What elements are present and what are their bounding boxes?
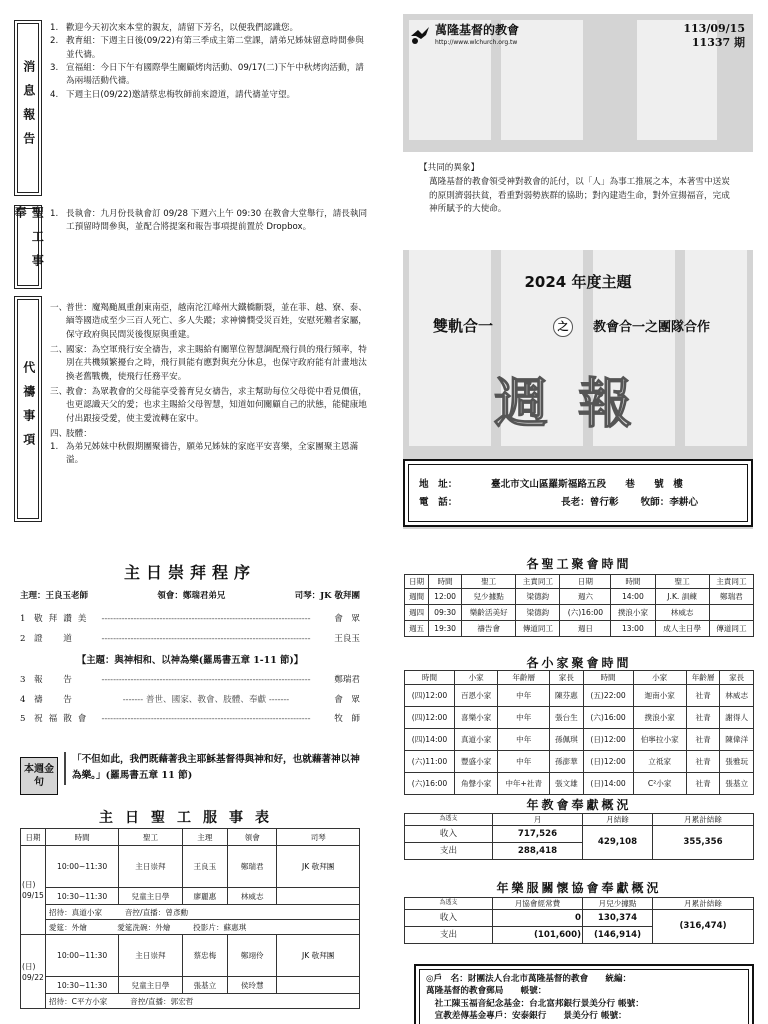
ministry-header-cell: 時間 bbox=[429, 575, 462, 589]
cells-cell: 社青 bbox=[686, 707, 720, 729]
annual-title: 年教會奉獻概況 bbox=[526, 798, 632, 812]
item-number: 1. bbox=[50, 23, 59, 33]
item-text: 國家：為空軍飛行安全禱告，求主賜給有關單位智慧調配飛行員的飛行頻率，特別在共機頻繁擾台之時，飛行員能有應對與充分休息，也保守政府能有計畫地汰換老舊戰機，使飛行任務平安。 bbox=[66, 344, 367, 382]
music-head-col: 月兒少據點 bbox=[583, 898, 653, 910]
cells-table bbox=[404, 670, 754, 795]
music-head-col: 月協會經常費 bbox=[493, 898, 583, 910]
service-date: (日) 09/22 bbox=[21, 935, 46, 1009]
service-cell bbox=[277, 977, 360, 994]
item-text: 教會：為眾教會的父母能享受養育兒女禱告，求主幫助每位父母從中看見價值，也更認識天父的愛；也求主賜給父母智慧，知道如何關顧自己的狀態，能健康地付出跟接受愛，使主愛流轉在家中。 bbox=[66, 386, 367, 424]
issue-date: 113/09/15 bbox=[683, 22, 745, 35]
cells-cell: 中年 bbox=[498, 751, 550, 773]
ministry-cell: 林威志 bbox=[655, 605, 709, 621]
order-number: 3 bbox=[20, 675, 26, 685]
ministry-cell: 13:00 bbox=[611, 621, 655, 637]
service-cell: 蔡忠梅 bbox=[182, 935, 227, 977]
music-expense-a: (101,600) bbox=[493, 927, 583, 944]
cells-cell: 孫澎華 bbox=[550, 751, 584, 773]
annual-row-label: 收入 bbox=[405, 826, 493, 843]
service-table bbox=[20, 828, 360, 1009]
cells-cell: (五)22:00 bbox=[583, 685, 633, 707]
cells-title: 各小家聚會時間 bbox=[526, 656, 632, 670]
cells-cell: 林威志 bbox=[720, 685, 754, 707]
annual-table bbox=[404, 813, 754, 860]
cells-cell: 中年 bbox=[498, 685, 550, 707]
service-cell: 兒童主日學 bbox=[119, 888, 182, 905]
ministry-cell: 週五 bbox=[405, 621, 429, 637]
service-cell: 10:00~11:30 bbox=[45, 846, 118, 888]
cells-cell: 社青 bbox=[686, 685, 720, 707]
memory-verse-label: 本週金句 bbox=[20, 757, 58, 795]
announcements-label: 消息報告 bbox=[14, 20, 42, 196]
order-person: 鄭瑞君 bbox=[334, 675, 360, 685]
cells-cell: 社青 bbox=[686, 751, 720, 773]
cells-cell: 張文雄 bbox=[550, 773, 584, 795]
prayer-item bbox=[50, 302, 372, 342]
service-header-cell: 領會 bbox=[228, 829, 277, 846]
ministry-cell: 成人主日學 bbox=[655, 621, 709, 637]
service-header-cell: 日期 bbox=[21, 829, 46, 846]
account-line: ◎戶 名：財團法人台北市萬隆基督的教會 統編： bbox=[426, 974, 632, 984]
ministry-cell: 兒少據點 bbox=[462, 589, 516, 605]
cells-header-cell: 小家 bbox=[454, 671, 497, 685]
mission-text: 萬隆基督的教會領受神對教會的託付，以「人」為事工推展之本，本著雪中送炭的原則濟弱扶貧，看重對弱勢族群的協助；對內建造生命，對外宣揚福音，完成神所賦予的大使命。 bbox=[429, 176, 730, 215]
service-cell: 鄭翊伶 bbox=[228, 935, 277, 977]
prayer-label: 代禱事項 bbox=[14, 296, 42, 522]
order-item: 證 道 bbox=[34, 634, 78, 644]
item-text: 教育組：下週主日後(09/22)有第三季成主第二堂課，請弟兄姊妹留意時間參與並代禱。 bbox=[66, 36, 364, 60]
ministry-cell: 撲浪小家 bbox=[611, 605, 655, 621]
cells-cell: 社青 bbox=[686, 773, 720, 795]
phone-label: 電 話： bbox=[419, 497, 458, 509]
music-income-b: 130,374 bbox=[583, 910, 653, 927]
announcements-item bbox=[50, 35, 372, 62]
service-cell: JK 敬拜團 bbox=[277, 846, 360, 888]
service-date: (日) 09/15 bbox=[21, 846, 46, 935]
cells-cell: (四)12:00 bbox=[405, 707, 455, 729]
church-url[interactable]: http://www.wlchurch.org.tw bbox=[435, 39, 518, 47]
service-row bbox=[21, 846, 360, 888]
cells-header-cell: 家長 bbox=[720, 671, 754, 685]
ministry-cell: 19:30 bbox=[429, 621, 462, 637]
account-line: 宣教差傳基金專戶：安泰銀行 景美分行 帳號： bbox=[426, 1011, 627, 1022]
worship-pianist: 司琴：JK 敬拜團 bbox=[294, 591, 360, 601]
item-number: 1. bbox=[50, 209, 59, 219]
cells-header-row bbox=[405, 671, 754, 685]
service-note-row bbox=[21, 905, 360, 920]
cells-cell: (四)12:00 bbox=[405, 685, 455, 707]
ministry-header-cell: 聖工 bbox=[462, 575, 516, 589]
item-text: 宣福組：今日下午有國際學生關顧烤肉活動、09/17(二)下午中秋烤肉活動，請為兩場活動代禱。 bbox=[66, 62, 364, 87]
worship-roles bbox=[20, 590, 360, 602]
order-leader-dots: ------------------------------------------------------------------------ bbox=[101, 714, 311, 724]
item-text: 長執會：九月份長執會訂 09/28 下週六上午 09:30 在教會大堂舉行，請長執同工預留時間參與，並配合將提案和報告事項提前置於 Dropbox。 bbox=[66, 209, 368, 233]
annual-head-col: 月累計結餘 bbox=[653, 814, 754, 826]
cells-cell: 張台生 bbox=[550, 707, 584, 729]
cells-cell: (日)14:00 bbox=[583, 773, 633, 795]
worship-leader: 主理：王良玉老師 bbox=[20, 591, 89, 601]
order-number: 4 bbox=[20, 695, 26, 705]
order-detail: 普世、國家、教會、肢體、奉獻 bbox=[145, 695, 267, 705]
service-title: 主日聖工服事表 bbox=[99, 810, 281, 826]
item-text: 為弟兄姊妹中秋假期團聚禱告，願弟兄姊妹的家庭平安喜樂，全家團聚主恩滿溢。 bbox=[66, 442, 359, 466]
cells-cell: 陳芬惠 bbox=[550, 685, 584, 707]
cells-cell: 真道小家 bbox=[454, 729, 497, 751]
annual-balance: 429,108 bbox=[583, 826, 653, 860]
cells-row bbox=[405, 773, 754, 795]
announcements-item bbox=[50, 89, 372, 102]
cells-cell: (六)16:00 bbox=[583, 707, 633, 729]
order-item: 禱 告 bbox=[34, 695, 78, 705]
service-cell: 林威志 bbox=[228, 888, 277, 905]
deacons-list bbox=[50, 208, 372, 235]
issue-info bbox=[683, 22, 745, 51]
cells-cell: (日)12:00 bbox=[583, 751, 633, 773]
cells-header-cell: 時間 bbox=[405, 671, 455, 685]
sermon-theme: 【主題：與神相和、以神為樂(羅馬書五章 1-11 節)】 bbox=[76, 655, 304, 666]
cells-cell: 社青 bbox=[686, 729, 720, 751]
cells-cell: 迦南小家 bbox=[633, 685, 686, 707]
music-cumulative: (316,474) bbox=[653, 910, 754, 944]
announcements-item bbox=[50, 22, 372, 35]
ministry-cell: 傳道同工 bbox=[709, 621, 753, 637]
cells-cell: 孫佩琪 bbox=[550, 729, 584, 751]
service-note: 招待：C平方小家 音控/直播：郭宏哲 bbox=[45, 994, 359, 1009]
ministry-title: 各聖工聚會時間 bbox=[526, 557, 632, 571]
order-leader-dots: ------- 普世、國家、教會、肢體、奉獻 ------- bbox=[122, 695, 290, 705]
service-cell: 10:30~11:30 bbox=[45, 888, 118, 905]
ministry-header-cell: 主責同工 bbox=[516, 575, 560, 589]
dove-logo-icon bbox=[409, 24, 431, 46]
service-row bbox=[21, 935, 360, 977]
ministry-header-cell: 主責同工 bbox=[709, 575, 753, 589]
ministry-cell: 週日 bbox=[560, 621, 611, 637]
cells-cell: 中年 bbox=[498, 707, 550, 729]
music-row-label: 支出 bbox=[405, 927, 493, 944]
account-line: 萬隆基督的教會郵局 帳號： bbox=[426, 986, 547, 997]
item-number: 4. bbox=[50, 89, 59, 100]
annual-cumulative: 355,356 bbox=[653, 826, 754, 860]
ministry-cell: 週四 bbox=[405, 605, 429, 621]
music-income-a: 0 bbox=[493, 910, 583, 927]
ministry-header-cell: 時間 bbox=[611, 575, 655, 589]
cells-cell: 張雅玩 bbox=[720, 751, 754, 773]
cells-cell: 中年 bbox=[498, 729, 550, 751]
church-name: 萬隆基督的教會 bbox=[435, 23, 520, 37]
ministry-header-cell: 日期 bbox=[405, 575, 429, 589]
ministry-header-cell: 聖工 bbox=[655, 575, 709, 589]
address-label: 地 址： bbox=[419, 479, 458, 490]
service-cell: 鄭瑞君 bbox=[228, 846, 277, 888]
prayer-list bbox=[50, 302, 372, 468]
ministry-header-cell: 日期 bbox=[560, 575, 611, 589]
order-number: 5 bbox=[20, 714, 26, 724]
mission-statement bbox=[403, 152, 753, 250]
order-person: 牧 師 bbox=[334, 714, 360, 724]
ministry-cell: 12:00 bbox=[429, 589, 462, 605]
cells-row bbox=[405, 685, 754, 707]
service-cell: 主日崇拜 bbox=[119, 846, 182, 888]
ministry-cell: 梁德鈞 bbox=[516, 589, 560, 605]
ministry-row bbox=[405, 589, 754, 605]
ministry-cell: 禱告會 bbox=[462, 621, 516, 637]
deacons-item bbox=[50, 208, 372, 235]
deacons-label: 聖工事奉 bbox=[14, 205, 42, 289]
worship-order-row bbox=[20, 694, 360, 706]
church-logo bbox=[409, 22, 519, 48]
cells-cell: 角聲小家 bbox=[454, 773, 497, 795]
service-cell: 侯玲慧 bbox=[228, 977, 277, 994]
prayer-item bbox=[50, 386, 372, 426]
cells-cell: 喜樂小家 bbox=[454, 707, 497, 729]
ministry-cell: 傳道同工 bbox=[516, 621, 560, 637]
prayer-item bbox=[50, 441, 372, 468]
bulletin-title: 週報 bbox=[494, 371, 662, 435]
item-text: 歡迎今天初次來本堂的親友，請留下芳名，以便我們認識您。 bbox=[66, 23, 299, 33]
service-note-row bbox=[21, 994, 360, 1009]
ministry-cell: 梁德鈞 bbox=[516, 605, 560, 621]
service-note: 愛筵：外燴 愛筵洗碗：外燴 投影片：蘇惠琪 bbox=[45, 920, 359, 935]
theme-left: 雙軌合一 bbox=[433, 317, 494, 335]
service-cell: 10:00~11:30 bbox=[45, 935, 118, 977]
music-row-label: 收入 bbox=[405, 910, 493, 927]
item-number: 3. bbox=[50, 62, 59, 73]
annual-income: 717,526 bbox=[493, 826, 583, 843]
item-number: 二、 bbox=[50, 344, 68, 355]
cells-row bbox=[405, 729, 754, 751]
announcements-list bbox=[50, 22, 372, 102]
address-box bbox=[403, 459, 753, 527]
music-table bbox=[404, 897, 754, 944]
order-person: 會 眾 bbox=[334, 695, 360, 705]
order-leader-dots: ------------------------------------------------------------------------ bbox=[101, 634, 311, 644]
service-header-cell: 主理 bbox=[182, 829, 227, 846]
cells-cell: 百恩小家 bbox=[454, 685, 497, 707]
theme-right: 教會合一之團隊合作 bbox=[593, 320, 711, 335]
ministry-cell bbox=[709, 605, 753, 621]
service-header-cell: 聖工 bbox=[119, 829, 182, 846]
cells-cell: (日)12:00 bbox=[583, 729, 633, 751]
ministry-cell: 09:30 bbox=[429, 605, 462, 621]
cells-cell: 撲浪小家 bbox=[633, 707, 686, 729]
cells-row bbox=[405, 707, 754, 729]
order-item: 祝福散會 bbox=[34, 714, 93, 724]
ministry-cell: (六)16:00 bbox=[560, 605, 611, 621]
item-number: 1. bbox=[50, 442, 59, 453]
order-number: 1 bbox=[20, 614, 26, 624]
order-number: 2 bbox=[20, 634, 26, 644]
order-person: 王良玉 bbox=[334, 634, 360, 644]
worship-order-row bbox=[20, 613, 360, 625]
order-item: 敬拜讚美 bbox=[34, 614, 93, 624]
cells-cell: (四)14:00 bbox=[405, 729, 455, 751]
ministry-cell: 週六 bbox=[560, 589, 611, 605]
account-line: 社工陳玉福音紀念基金：台北富邦銀行景美分行 帳號： bbox=[426, 998, 644, 1009]
announcements-item bbox=[50, 62, 372, 89]
cells-header-cell: 年齡層 bbox=[498, 671, 550, 685]
cells-cell: 張基立 bbox=[720, 773, 754, 795]
annual-head-col: 為透支 bbox=[405, 814, 493, 826]
service-cell: 廖麗惠 bbox=[182, 888, 227, 905]
ministry-cell: 鄭瑞君 bbox=[709, 589, 753, 605]
cells-cell: 伯寧拉小家 bbox=[633, 729, 686, 751]
elder-name: 長老：曾行彰 bbox=[561, 497, 619, 509]
ministry-header-row bbox=[405, 575, 754, 589]
cells-cell: 中年+社青 bbox=[498, 773, 550, 795]
prayer-item bbox=[50, 428, 372, 441]
service-cell: 10:30~11:30 bbox=[45, 977, 118, 994]
year-theme: 2024 年度主題 bbox=[524, 273, 632, 291]
ministry-table bbox=[404, 574, 754, 637]
account-box bbox=[414, 964, 754, 1024]
service-cell bbox=[277, 888, 360, 905]
service-cell: 張基立 bbox=[182, 977, 227, 994]
worship-title: 主日崇拜程序 bbox=[123, 563, 256, 582]
ministry-cell: 14:00 bbox=[611, 589, 655, 605]
issue-number: 11337 期 bbox=[691, 36, 745, 50]
cells-cell: 陳偉洋 bbox=[720, 729, 754, 751]
order-item: 報 告 bbox=[34, 675, 78, 685]
cells-header-cell: 小家 bbox=[633, 671, 686, 685]
order-leader-dots: ------------------------------------------------------------------------ bbox=[101, 675, 311, 685]
cells-header-cell: 年齡層 bbox=[686, 671, 720, 685]
address-value: 臺北市文山區羅斯福路五段 巷 號 樓 bbox=[491, 479, 683, 490]
item-text: 肢體： bbox=[66, 428, 92, 439]
cells-cell: 豐盛小家 bbox=[454, 751, 497, 773]
cells-header-cell: 家長 bbox=[550, 671, 584, 685]
worship-order-row bbox=[20, 674, 360, 686]
order-person: 會 眾 bbox=[334, 614, 360, 624]
music-title: 年樂服關懷協會奉獻概況 bbox=[496, 881, 662, 895]
annual-row-label: 支出 bbox=[405, 843, 493, 860]
music-expense-b: (146,914) bbox=[583, 927, 653, 944]
music-head-col: 月累計結餘 bbox=[653, 898, 754, 910]
prayer-item bbox=[50, 344, 372, 384]
service-header-cell: 時間 bbox=[45, 829, 118, 846]
cells-cell: (六)16:00 bbox=[405, 773, 455, 795]
memory-verse-text: 「不但如此，我們既藉著我主耶穌基督得與神和好，也就藉著神以神為樂。」(羅馬書五章 11 節) bbox=[64, 752, 364, 785]
cells-header-cell: 時間 bbox=[583, 671, 633, 685]
service-cell: 主日崇拜 bbox=[119, 935, 182, 977]
service-cell: JK 敬拜團 bbox=[277, 935, 360, 977]
item-number: 三、 bbox=[50, 386, 68, 397]
cells-row bbox=[405, 751, 754, 773]
ministry-cell: 樂齡活美好 bbox=[462, 605, 516, 621]
music-head-col: 為透支 bbox=[405, 898, 493, 910]
item-number: 四、 bbox=[50, 428, 68, 439]
ministry-cell: 週間 bbox=[405, 589, 429, 605]
cells-cell: (六)11:00 bbox=[405, 751, 455, 773]
order-leader-dots: ------------------------------------------------------------------------ bbox=[101, 614, 311, 624]
item-text: 普世：魔羯颱風重創東南亞，越南沱江峰州大鐵橋斷裂，並在菲、越、寮、泰、緬等國造成至少三百人死亡、多人失蹤；求神憐憫受災百姓，安慰死難者家屬，保守政府與民間災後復原與重建。 bbox=[66, 303, 367, 340]
annual-head-col: 月結餘 bbox=[583, 814, 653, 826]
service-row bbox=[21, 977, 360, 994]
mission-title: 【共同的異象】 bbox=[419, 163, 480, 173]
service-header-cell: 司琴 bbox=[277, 829, 360, 846]
worship-order-row bbox=[20, 713, 360, 725]
service-row bbox=[21, 888, 360, 905]
cells-cell: C²小家 bbox=[633, 773, 686, 795]
item-number: 2. bbox=[50, 36, 59, 47]
service-cell: 兒童主日學 bbox=[119, 977, 182, 994]
ministry-row bbox=[405, 621, 754, 637]
service-note-row bbox=[21, 920, 360, 935]
theme-connector: 之 bbox=[553, 317, 573, 337]
ministry-row bbox=[405, 605, 754, 621]
ministry-cell: J.K. 訓練 bbox=[655, 589, 709, 605]
annual-head-col: 月 bbox=[493, 814, 583, 826]
item-text: 下週主日(09/22)邀請蔡忠梅牧師前來證道，請代禱並守望。 bbox=[66, 89, 296, 100]
bulletin-cover bbox=[403, 14, 753, 529]
worship-song-leader: 領會：鄭瑞君弟兄 bbox=[157, 591, 226, 601]
cells-cell: 謝得人 bbox=[720, 707, 754, 729]
service-note: 招待：真道小家 音控/直播：曾彥勳 bbox=[45, 905, 359, 920]
annual-expense: 288,418 bbox=[493, 843, 583, 860]
service-cell: 王良玉 bbox=[182, 846, 227, 888]
cells-cell: 立祗家 bbox=[633, 751, 686, 773]
pastor-name: 牧師：李耕心 bbox=[640, 497, 699, 509]
worship-order-row bbox=[20, 633, 360, 645]
item-number: 一、 bbox=[50, 303, 68, 313]
